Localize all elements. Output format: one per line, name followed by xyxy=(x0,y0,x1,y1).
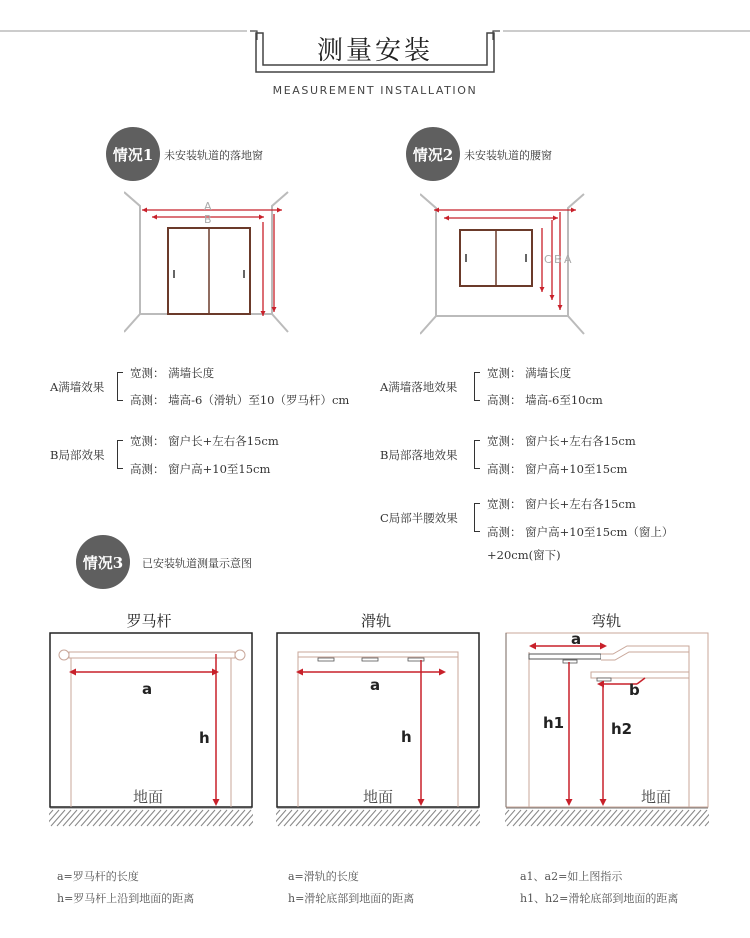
roman-h-label: h xyxy=(199,729,210,747)
ground-hatch-line xyxy=(693,810,707,826)
ground-hatch-line xyxy=(69,810,83,826)
spec-right-a-height: 高测： 墙高-6至10cm xyxy=(487,393,603,407)
ground-hatch-line xyxy=(81,810,95,826)
ground-hatch-line xyxy=(681,810,695,826)
spec-right-a-label: A满墙落地效果 xyxy=(380,380,458,394)
ground-hatch-line xyxy=(278,810,292,826)
ground-hatch-line xyxy=(105,810,119,826)
case2-label-a: A xyxy=(564,253,572,266)
ground-hatch-line xyxy=(332,810,346,826)
diagram-roman-rod-title: 罗马杆 xyxy=(126,612,172,630)
diagram-curved-rail-title: 弯轨 xyxy=(590,612,621,630)
spec-left-b-height: 高测： 窗户高+10至15cm xyxy=(130,462,271,476)
spec-right-a-bracket xyxy=(474,372,480,401)
ground-hatch-line xyxy=(302,810,316,826)
case1-label-a: A xyxy=(204,200,212,213)
ground-hatch-line xyxy=(380,810,394,826)
ground-hatch-line xyxy=(410,810,424,826)
ground-hatch-line xyxy=(633,810,647,826)
page-title: 测量安装 xyxy=(316,36,433,66)
ground-hatch-line xyxy=(326,810,340,826)
ground-hatch-line xyxy=(639,810,653,826)
ground-hatch-line xyxy=(609,810,623,826)
roman-floor-label: 地面 xyxy=(133,788,164,806)
ground-hatch-line xyxy=(669,810,683,826)
spec-right-a-width: 宽测： 满墙长度 xyxy=(487,366,572,380)
roman-note-a: a=罗马杆的长度 xyxy=(57,870,139,883)
ground-hatch-line xyxy=(458,810,472,826)
ground-hatch-line xyxy=(591,810,605,826)
ground-hatch-line xyxy=(404,810,418,826)
ground-hatch-line xyxy=(543,810,557,826)
ground-hatch-line xyxy=(657,810,671,826)
spec-left-a-height: 高测： 墙高-6（滑轨）至10（罗马杆）cm xyxy=(130,393,350,407)
ground-hatch-line xyxy=(537,810,551,826)
ground-hatch-line xyxy=(219,810,233,826)
ground-hatch-line xyxy=(507,810,521,826)
ground-hatch-line xyxy=(171,810,185,826)
ground-hatch-line xyxy=(621,810,635,826)
case2-label-c: C xyxy=(544,253,552,266)
ground-hatch-line xyxy=(392,810,406,826)
ground-hatch-line xyxy=(675,810,689,826)
ground-hatch-line xyxy=(147,810,161,826)
ground-hatch-line xyxy=(207,810,221,826)
diagram-slide-rail xyxy=(276,632,480,828)
ground-hatch-line xyxy=(525,810,539,826)
case1-diagram xyxy=(124,188,294,336)
spec-right-c-width: 宽测： 窗户长+左右各15cm xyxy=(487,497,636,511)
ground-hatch-line xyxy=(284,810,298,826)
ground-hatch-line xyxy=(231,810,245,826)
ground-hatch-line xyxy=(159,810,173,826)
ground-hatch-line xyxy=(585,810,599,826)
ground-hatch-line xyxy=(362,810,376,826)
ground-hatch-line xyxy=(440,810,454,826)
ground-hatch-line xyxy=(141,810,155,826)
ground-hatch-line xyxy=(165,810,179,826)
ground-hatch-line xyxy=(189,810,203,826)
ground-hatch-line xyxy=(201,810,215,826)
ground-hatch-line xyxy=(308,810,322,826)
case1-caption: 未安装轨道的落地窗 xyxy=(164,149,263,162)
ground-hatch-line xyxy=(645,810,659,826)
curved-b-label: b xyxy=(629,681,640,699)
ground-hatch-line xyxy=(350,810,364,826)
page-subtitle: MEASUREMENT INSTALLATION xyxy=(272,84,478,97)
spec-right-b-width: 宽测： 窗户长+左右各15cm xyxy=(487,434,636,448)
ground-hatch-line xyxy=(549,810,563,826)
case1-label-b: B xyxy=(204,213,212,226)
spec-left-b-width: 宽测： 窗户长+左右各15cm xyxy=(130,434,279,448)
spec-right-b-bracket xyxy=(474,440,480,469)
diagram-slide-rail-title: 滑轨 xyxy=(360,612,391,630)
ground-hatch-line xyxy=(195,810,209,826)
curved-h1-label: h1 xyxy=(543,714,565,732)
spec-right-c-bracket xyxy=(474,503,480,532)
ground-hatch-line xyxy=(368,810,382,826)
spec-left-a-width: 宽测： 满墙长度 xyxy=(130,366,215,380)
ground-hatch-line xyxy=(123,810,137,826)
ground-hatch-line xyxy=(597,810,611,826)
ground-hatch-line xyxy=(296,810,310,826)
ground-hatch-line xyxy=(75,810,89,826)
curved-note-h: h1、h2=滑轮底部到地面的距离 xyxy=(520,892,679,905)
spec-right-c-height: 高测： 窗户高+10至15cm（窗上） xyxy=(487,525,674,539)
ground-hatch-line xyxy=(374,810,388,826)
spec-left-b-label: B局部效果 xyxy=(50,448,105,462)
ground-hatch-line xyxy=(398,810,412,826)
ground-hatch-line xyxy=(183,810,197,826)
curved-h2-label: h2 xyxy=(611,720,633,738)
ground-hatch-line xyxy=(356,810,370,826)
spec-left-b-bracket xyxy=(117,440,123,469)
ground-hatch-line xyxy=(117,810,131,826)
ground-hatch-line xyxy=(579,810,593,826)
ground-hatch-line xyxy=(603,810,617,826)
spec-left-a-label: A满墙效果 xyxy=(50,380,105,394)
case2-label-b: B xyxy=(554,253,562,266)
ground-hatch-line xyxy=(338,810,352,826)
spec-right-c-label: C局部半腰效果 xyxy=(380,511,458,525)
ground-hatch-line xyxy=(51,810,65,826)
ground-hatch-line xyxy=(416,810,430,826)
slide-a-label: a xyxy=(370,676,381,694)
ground-hatch-line xyxy=(177,810,191,826)
roman-a-label: a xyxy=(142,680,153,698)
ground-hatch-line xyxy=(573,810,587,826)
ground-hatch-line xyxy=(651,810,665,826)
ground-hatch-line xyxy=(386,810,400,826)
spec-left-a-bracket xyxy=(117,372,123,401)
curved-floor-label: 地面 xyxy=(641,788,672,806)
ground-hatch-line xyxy=(63,810,77,826)
ground-hatch-line xyxy=(663,810,677,826)
ground-hatch-line xyxy=(237,810,251,826)
ground-hatch-line xyxy=(531,810,545,826)
spec-right-b-height: 高测： 窗户高+10至15cm xyxy=(487,462,628,476)
slide-h-label: h xyxy=(401,728,412,746)
ground-hatch-line xyxy=(434,810,448,826)
ground-hatch-line xyxy=(213,810,227,826)
ground-hatch-line xyxy=(422,810,436,826)
slide-floor-label: 地面 xyxy=(363,788,394,806)
ground-hatch-line xyxy=(567,810,581,826)
spec-right-b-label: B局部落地效果 xyxy=(380,448,458,462)
ground-hatch-line xyxy=(153,810,167,826)
case3-badge: 情况3 xyxy=(76,535,130,589)
ground-hatch-line xyxy=(561,810,575,826)
slide-note-h: h=滑轮底部到地面的距离 xyxy=(288,892,415,905)
case2-caption: 未安装轨道的腰窗 xyxy=(464,149,552,162)
curved-note-a: a1、a2=如上图指示 xyxy=(520,870,623,883)
roman-note-h: h=罗马杆上沿到地面的距离 xyxy=(57,892,195,905)
ground-hatch-line xyxy=(135,810,149,826)
ground-hatch-line xyxy=(464,810,478,826)
ground-hatch-line xyxy=(129,810,143,826)
slide-note-a: a=滑轨的长度 xyxy=(288,870,359,883)
case2-diagram xyxy=(420,190,590,336)
ground-hatch-line xyxy=(428,810,442,826)
ground-hatch-line xyxy=(314,810,328,826)
ground-hatch-line xyxy=(555,810,569,826)
case3-caption: 已安装轨道测量示意图 xyxy=(142,557,252,570)
ground-hatch-line xyxy=(627,810,641,826)
ground-hatch-line xyxy=(452,810,466,826)
ground-hatch-line xyxy=(615,810,629,826)
ground-hatch-line xyxy=(225,810,239,826)
spec-right-c-height-extra: +20cm(窗下) xyxy=(487,548,561,562)
ground-hatch-line xyxy=(519,810,533,826)
diagram-roman-rod xyxy=(49,632,253,828)
ground-hatch-line xyxy=(57,810,71,826)
ground-hatch-line xyxy=(290,810,304,826)
case2-badge: 情况2 xyxy=(406,127,460,181)
ground-hatch-line xyxy=(344,810,358,826)
diagram-curved-rail xyxy=(505,632,709,828)
ground-hatch-line xyxy=(687,810,701,826)
ground-hatch-line xyxy=(513,810,527,826)
ground-hatch-line xyxy=(87,810,101,826)
ground-hatch-line xyxy=(93,810,107,826)
curved-a-label: a xyxy=(571,632,582,648)
ground-hatch-line xyxy=(446,810,460,826)
ground-hatch-line xyxy=(320,810,334,826)
ground-hatch-line xyxy=(111,810,125,826)
ground-hatch-line xyxy=(99,810,113,826)
case1-badge: 情况1 xyxy=(106,127,160,181)
